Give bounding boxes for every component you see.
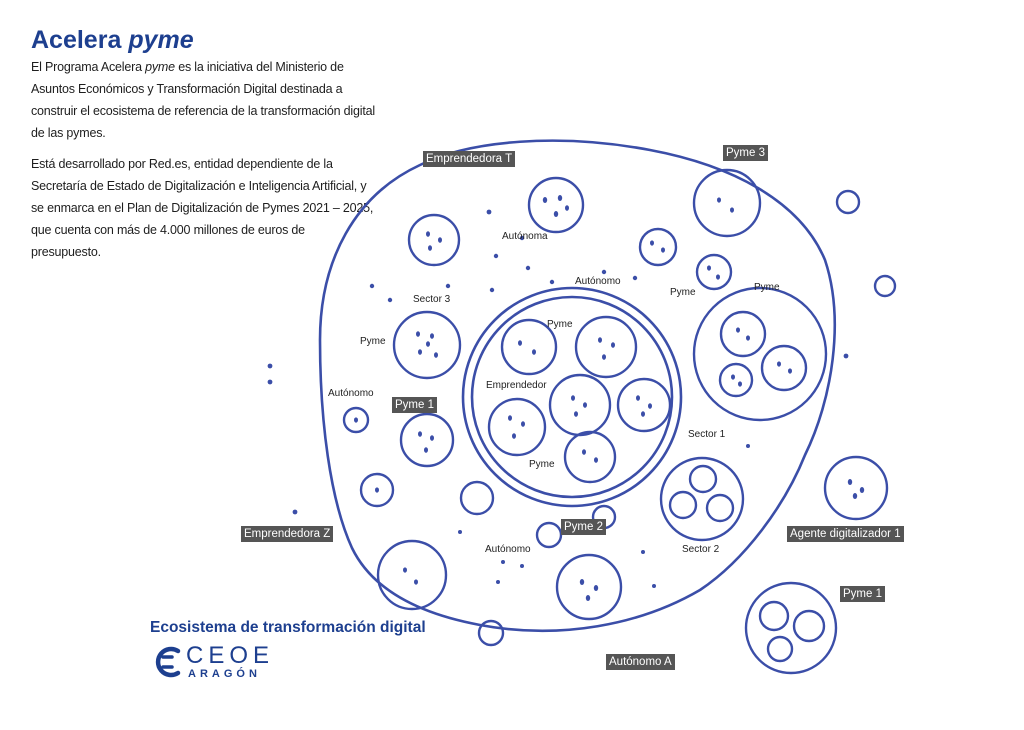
label-pyme-left: Pyme xyxy=(360,336,386,347)
label-autonoma: Autónoma xyxy=(502,231,548,242)
logo-subtitle: ARAGÓN xyxy=(188,668,261,680)
label-emprendedor: Emprendedor xyxy=(486,380,547,391)
cell xyxy=(640,229,676,265)
tag-pyme2: Pyme 2 xyxy=(561,519,606,535)
tag-autonomo-a: Autónomo A xyxy=(606,654,675,670)
label-sector1: Sector 1 xyxy=(688,429,726,440)
cell xyxy=(837,191,859,213)
cell xyxy=(768,637,792,661)
tag-pyme1-left: Pyme 1 xyxy=(392,397,437,413)
cell xyxy=(794,611,824,641)
pyme-group xyxy=(694,288,826,420)
cell xyxy=(489,399,545,455)
cell xyxy=(557,555,621,619)
intro-p1-start: El Programa Acelera xyxy=(31,60,142,74)
cell xyxy=(550,375,610,435)
cell xyxy=(762,346,806,390)
cell xyxy=(721,312,765,356)
label-pyme-top: Pyme xyxy=(670,287,696,298)
label-pyme-right: Pyme xyxy=(754,282,780,293)
intro-paragraph-2: Está desarrollado por Red.es, entidad dependiente de la Secretaría de Estado de Digitalización e Inteligencia Artificial, y se enmarca en el Plan de Digitalización de Pymes 2021 – 2025, que cuenta con más de 4.000 millones de euros de presupuesto. xyxy=(31,157,374,259)
cell xyxy=(401,414,453,466)
title-emphasis: pyme xyxy=(128,26,194,54)
emprendedora-z-circle xyxy=(378,541,446,609)
title-main: Acelera xyxy=(31,26,122,54)
pyme3-circle xyxy=(694,170,760,236)
ecosystem-title: Ecosistema de transformación digital xyxy=(150,619,426,636)
label-autonomo-left: Autónomo xyxy=(328,388,374,399)
cell xyxy=(618,379,670,431)
ceoe-logo-icon xyxy=(152,645,182,679)
cell xyxy=(409,215,459,265)
tag-emprendedora-z: Emprendedora Z xyxy=(241,526,333,542)
tag-agente-digitalizador: Agente digitalizador 1 xyxy=(787,526,904,542)
tag-pyme3: Pyme 3 xyxy=(723,145,768,161)
label-autonomo-bottom: Autónomo xyxy=(485,544,531,555)
cell xyxy=(461,482,493,514)
cell xyxy=(720,364,752,396)
cell xyxy=(670,492,696,518)
cell xyxy=(697,255,731,289)
intro-p1-end: es la iniciativa del Ministerio de Asuntos Económicos y Transformación Digital destinada a construir el ecosistema de referencia de la transformación digital de las pymes. xyxy=(31,60,375,140)
cell xyxy=(529,178,583,232)
cell xyxy=(690,466,716,492)
logo-name: CEOE xyxy=(186,642,275,669)
cell xyxy=(537,523,561,547)
pyme1-group xyxy=(746,583,836,673)
intro-p1-emphasis: pyme xyxy=(145,60,175,74)
tag-emprendedora-t: Emprendedora T xyxy=(423,151,515,167)
cell xyxy=(479,621,503,645)
tag-pyme1-right: Pyme 1 xyxy=(840,586,885,602)
label-sector3: Sector 3 xyxy=(413,294,451,305)
cell xyxy=(825,457,887,519)
label-pyme-center: Pyme xyxy=(547,319,573,330)
label-autonomo-top: Autónomo xyxy=(575,276,621,287)
cell xyxy=(875,276,895,296)
cell xyxy=(576,317,636,377)
cell xyxy=(565,432,615,482)
cell xyxy=(760,602,788,630)
label-pyme-bottom: Pyme xyxy=(529,459,555,470)
cell xyxy=(707,495,733,521)
label-sector2: Sector 2 xyxy=(682,544,720,555)
